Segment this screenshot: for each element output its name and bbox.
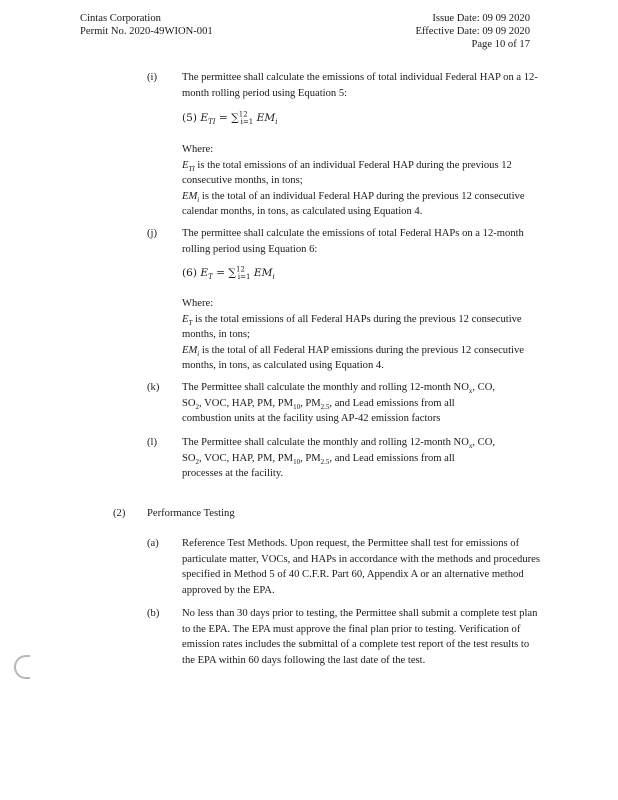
item-2a-label: (a) bbox=[147, 538, 159, 549]
definition-et: $E_T$ is the total emissions of all Federal HAPs during the previous 12 consecutive months, in tons; bbox=[182, 313, 522, 341]
item-j-where bbox=[182, 296, 542, 374]
header-left bbox=[80, 12, 213, 38]
permit-number: Permit No. 2020-49WION-001 bbox=[80, 26, 213, 37]
item-j-text: The permittee shall calculate the emissions of total Federal HAPs on a 12-month rolling period using Equation 6: bbox=[182, 228, 524, 255]
item-j-label: (j) bbox=[147, 228, 157, 239]
definition-eti: $E_{TI}$ is the total emissions of an individual Federal HAP during the previous 12 consecutive months, in tons; bbox=[182, 159, 512, 187]
effective-date: Effective Date: 09 09 2020 bbox=[415, 26, 530, 37]
item-l-text: The Permittee shall calculate the monthly and rolling 12-month $NO_x$, CO, $SO_2$, VOC, HAP, PM, $PM_{10}$, $PM_{2.5}$, and Lead emissions from all processes at the facility. bbox=[182, 437, 496, 480]
item-2b-label: (b) bbox=[147, 608, 160, 619]
item-i-text: The permittee shall calculate the emissions of total individual Federal HAP on a 12-month rolling period using Equation 5: bbox=[182, 72, 538, 99]
item-k-text: The Permittee shall calculate the monthly and rolling 12-month $NO_x$, CO, $SO_2$, VOC, HAP, PM, $PM_{10}$, $PM_{2.5}$, and Lead emissions from all combustion units at the facility using AP-42 emission factors bbox=[182, 382, 496, 425]
definition-emi: $EM_i$ is the total of an individual Federal HAP during the previous 12 consecutive calendar months, in tons, as calculated using Equation 4. bbox=[182, 190, 525, 218]
equation-5: (5) $E_{TI} = \sum^{12}_{i=1}$ $EM_i$ bbox=[182, 110, 278, 127]
item-2a-text: Reference Test Methods. Upon request, the Permittee shall test for emissions of particulate matter, VOCs, and HAPs in accordance with the methods and procedures specified in Method 5 of 40 C.F.R. Part 60, Appendix A or an alternative method approved by the EPA. bbox=[182, 538, 540, 596]
section-2-number: (2) bbox=[113, 508, 126, 519]
item-k-label: (k) bbox=[147, 382, 160, 393]
scan-artifact-mark bbox=[14, 655, 30, 679]
item-i-label: (i) bbox=[147, 72, 157, 83]
item-2b-text: No less than 30 days prior to testing, the Permittee shall submit a complete test plan to the EPA. The EPA must approve the final plan prior to testing. Verification of emission rates includes the submittal of a complete test report of the test results to the EPA within 60 days following the last date of the test. bbox=[182, 608, 538, 666]
equation-6-number: (6) bbox=[182, 267, 198, 279]
header-right bbox=[415, 12, 530, 51]
issue-date: Issue Date: 09 09 2020 bbox=[432, 13, 530, 24]
equation-5-number: (5) bbox=[182, 112, 198, 124]
section-2-title: Performance Testing bbox=[147, 508, 235, 519]
page-number: Page 10 of 17 bbox=[471, 39, 530, 50]
item-i-where bbox=[182, 142, 542, 220]
where-label: Where: bbox=[182, 144, 214, 155]
company-name: Cintas Corporation bbox=[80, 13, 161, 24]
equation-6: (6) $E_T = \sum^{12}_{i=1}$ $EM_i$ bbox=[182, 265, 275, 282]
item-l-label: (l) bbox=[147, 437, 157, 448]
definition-emi: $EM_i$ is the total of all Federal HAP emissions during the previous 12 consecutive months, in tons, as calculated using Equation 4. bbox=[182, 344, 524, 372]
where-label: Where: bbox=[182, 298, 214, 309]
